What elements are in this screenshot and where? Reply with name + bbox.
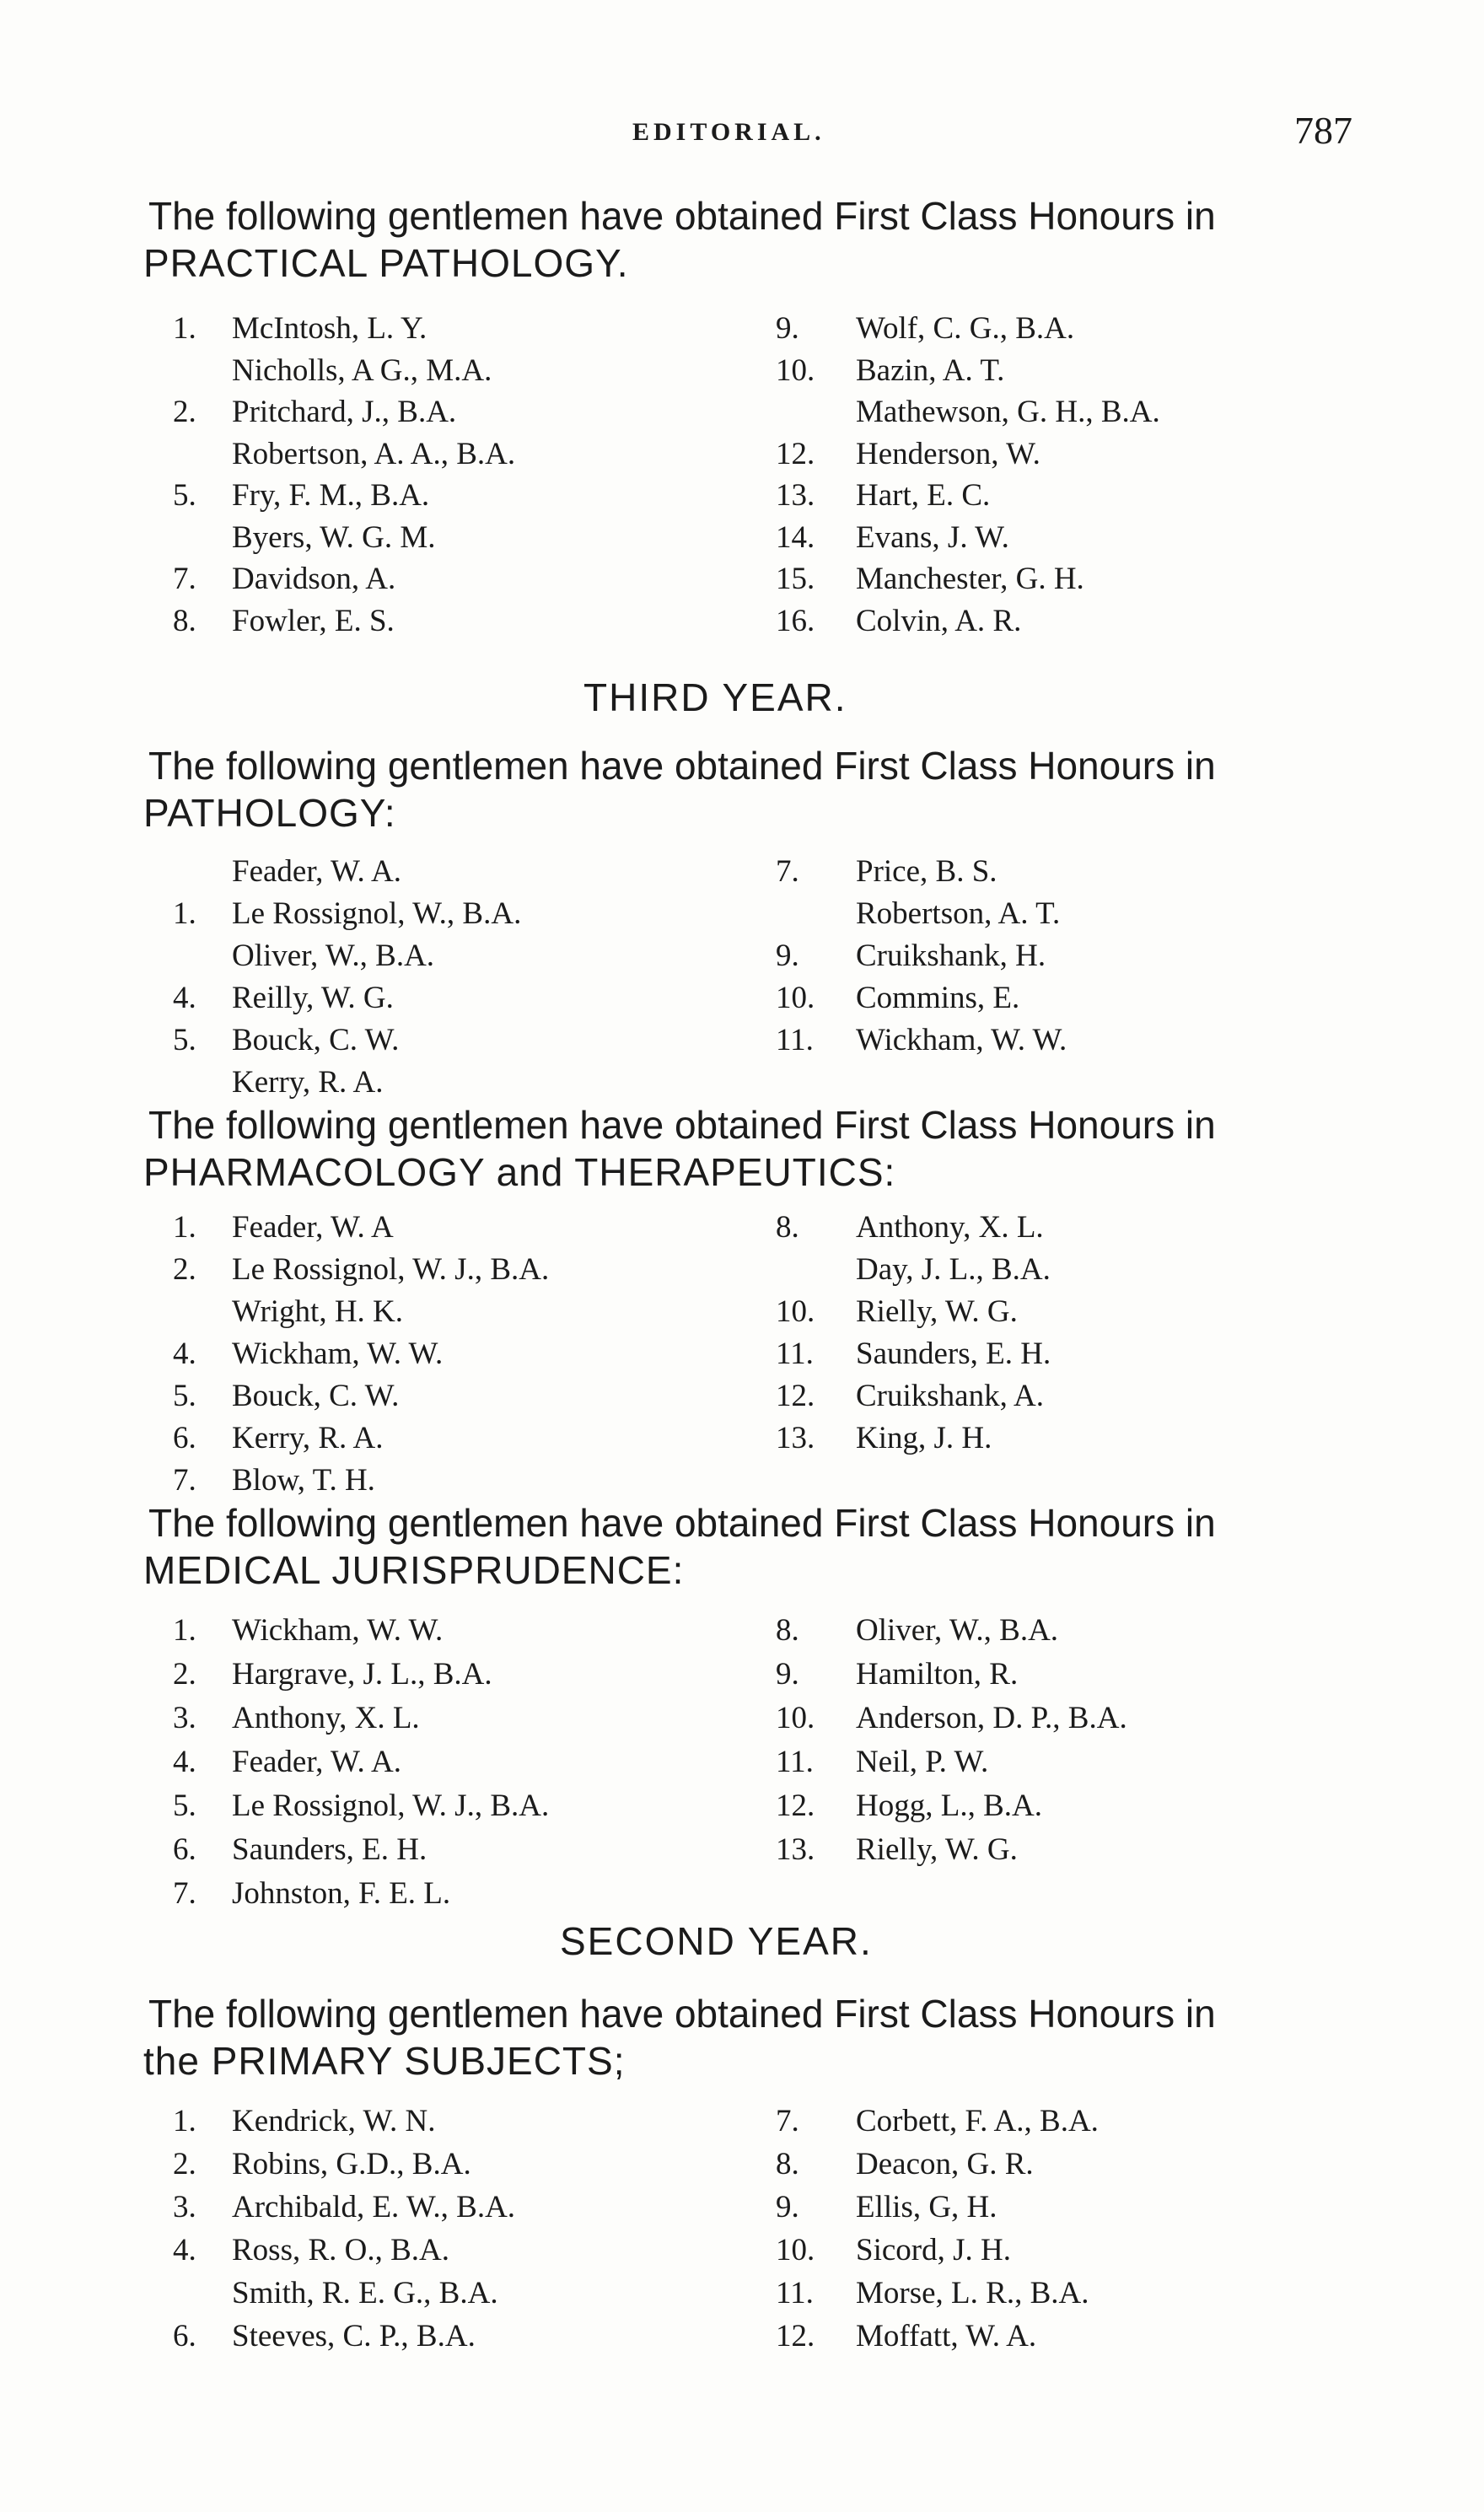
entry-rank: 6.: [173, 1832, 196, 1867]
entry-rank: 16.: [776, 604, 815, 638]
entry-name: Robertson, A. T.: [856, 896, 1061, 931]
entry-rank: 4.: [173, 981, 196, 1015]
entry-rank: 10.: [776, 353, 815, 388]
entry-name: Nicholls, A G., M.A.: [232, 353, 492, 388]
subject-heading: PHARMACOLOGY and THERAPEUTICS:: [143, 1150, 896, 1194]
entry-name: Wickham, W. W.: [232, 1613, 444, 1648]
entry-name: Mathewson, G. H., B.A.: [856, 395, 1160, 429]
entry-name: Saunders, E. H.: [232, 1832, 427, 1867]
entry-name: Byers, W. G. M.: [232, 520, 436, 555]
entry-name: Pritchard, J., B.A.: [232, 395, 457, 429]
entry-rank: 5.: [173, 1023, 196, 1057]
entry-rank: 2.: [173, 1252, 196, 1287]
entry-name: Oliver, W., B.A.: [232, 939, 435, 973]
entry-rank: 12.: [776, 437, 815, 471]
entry-rank: 13.: [776, 1421, 815, 1455]
entry-name: Colvin, A. R.: [856, 604, 1022, 638]
entry-name: Smith, R. E. G., B.A.: [232, 2276, 498, 2310]
entry-name: Wickham, W. W.: [232, 1337, 444, 1371]
entry-name: Johnston, F. E. L.: [232, 1876, 451, 1911]
entry-name: Cruikshank, H.: [856, 939, 1046, 973]
entry-name: Neil, P. W.: [856, 1745, 989, 1779]
entry-rank: 9.: [776, 311, 799, 346]
entry-name: Fry, F. M., B.A.: [232, 478, 430, 513]
running-header-title: EDITORIAL.: [632, 118, 825, 146]
entry-name: Rielly, W. G.: [856, 1294, 1018, 1329]
entry-name: Reilly, W. G.: [232, 981, 394, 1015]
entry-rank: 7.: [776, 854, 799, 889]
entry-name: Bouck, C. W.: [232, 1379, 400, 1413]
intro-line: The following gentlemen have obtained First Class Honours in: [148, 744, 1216, 788]
entry-rank: 2.: [173, 395, 196, 429]
entry-rank: 10.: [776, 1294, 815, 1329]
entry-name: Hargrave, J. L., B.A.: [232, 1657, 492, 1692]
entry-name: Hamilton, R.: [856, 1657, 1019, 1692]
entry-name: Anderson, D. P., B.A.: [856, 1701, 1127, 1735]
section-intro-pathology: [143, 742, 1371, 836]
entry-rank: 10.: [776, 1701, 815, 1735]
entry-rank: 4.: [173, 2233, 196, 2267]
entry-name: Le Rossignol, W., B.A.: [232, 896, 522, 931]
entry-rank: 2.: [173, 2147, 196, 2181]
entry-name: Le Rossignol, W. J., B.A.: [232, 1789, 550, 1823]
entry-name: Wright, H. K.: [232, 1294, 404, 1329]
entry-rank: 1.: [173, 1613, 196, 1648]
entry-name: King, J. H.: [856, 1421, 992, 1455]
entry-name: Deacon, G. R.: [856, 2147, 1034, 2181]
entry-rank: 12.: [776, 1789, 815, 1823]
intro-line: The following gentlemen have obtained First Class Honours in: [148, 1992, 1216, 2036]
entry-rank: 2.: [173, 1657, 196, 1692]
entry-name: Henderson, W.: [856, 437, 1040, 471]
entry-name: Evans, J. W.: [856, 520, 1009, 555]
entry-rank: 5.: [173, 1789, 196, 1823]
entry-rank: 5.: [173, 1379, 196, 1413]
entry-rank: 9.: [776, 1657, 799, 1692]
entry-name: Kerry, R. A.: [232, 1065, 384, 1100]
entry-name: Sicord, J. H.: [856, 2233, 1011, 2267]
entry-name: Feader, W. A.: [232, 854, 401, 889]
entry-name: Bouck, C. W.: [232, 1023, 400, 1057]
entry-rank: 6.: [173, 1421, 196, 1455]
entry-rank: 9.: [776, 2190, 799, 2224]
entry-rank: 8.: [173, 604, 196, 638]
entry-name: Davidson, A.: [232, 562, 396, 596]
entry-name: Manchester, G. H.: [856, 562, 1084, 596]
entry-name: Moffatt, W. A.: [856, 2319, 1037, 2353]
section-intro-pharmacology: [143, 1101, 1371, 1196]
entry-rank: 11.: [776, 1023, 814, 1057]
entry-rank: 13.: [776, 478, 815, 513]
entry-name: McIntosh, L. Y.: [232, 311, 427, 346]
entry-rank: 8.: [776, 1613, 799, 1648]
entry-rank: 11.: [776, 1337, 814, 1371]
entry-name: Feader, W. A.: [232, 1745, 401, 1779]
intro-line: The following gentlemen have obtained First Class Honours in: [148, 1501, 1216, 1545]
entry-rank: 4.: [173, 1745, 196, 1779]
entry-rank: 8.: [776, 2147, 799, 2181]
entry-rank: 11.: [776, 1745, 814, 1779]
page-number: 787: [1294, 109, 1352, 152]
entry-rank: 3.: [173, 2190, 196, 2224]
entry-name: Hart, E. C.: [856, 478, 991, 513]
entry-name: Le Rossignol, W. J., B.A.: [232, 1252, 550, 1287]
entry-rank: 9.: [776, 939, 799, 973]
entry-rank: 7.: [173, 562, 196, 596]
entry-rank: 6.: [173, 2319, 196, 2353]
entry-rank: 10.: [776, 981, 815, 1015]
entry-rank: 12.: [776, 1379, 815, 1413]
entry-name: Bazin, A. T.: [856, 353, 1005, 388]
entry-name: Saunders, E. H.: [856, 1337, 1051, 1371]
entry-rank: 10.: [776, 2233, 815, 2267]
entry-name: Anthony, X. L.: [232, 1701, 420, 1735]
entry-rank: 1.: [173, 2104, 196, 2138]
entry-name: Blow, T. H.: [232, 1463, 375, 1498]
subject-heading: PATHOLOGY:: [143, 791, 396, 835]
entry-rank: 5.: [173, 478, 196, 513]
entry-name: Wolf, C. G., B.A.: [856, 311, 1075, 346]
entry-rank: 12.: [776, 2319, 815, 2353]
entry-name: Anthony, X. L.: [856, 1210, 1044, 1245]
entry-rank: 1.: [173, 311, 196, 346]
entry-rank: 1.: [173, 896, 196, 931]
entry-rank: 7.: [173, 1876, 196, 1911]
entry-rank: 1.: [173, 1210, 196, 1245]
year-heading-third: THIRD YEAR.: [583, 675, 847, 719]
intro-line: The following gentlemen have obtained First Class Honours in: [148, 194, 1216, 238]
entry-name: Kerry, R. A.: [232, 1421, 384, 1455]
entry-rank: 13.: [776, 1832, 815, 1867]
entry-rank: 7.: [776, 2104, 799, 2138]
entry-name: Feader, W. A: [232, 1210, 394, 1245]
entry-name: Fowler, E. S.: [232, 604, 395, 638]
entry-name: Archibald, E. W., B.A.: [232, 2190, 516, 2224]
entry-name: Robertson, A. A., B.A.: [232, 437, 516, 471]
subject-heading: the PRIMARY SUBJECTS;: [143, 2039, 626, 2083]
section-intro-medical-jurisprudence: [143, 1499, 1371, 1594]
entry-name: Oliver, W., B.A.: [856, 1613, 1059, 1648]
entry-rank: 4.: [173, 1337, 196, 1371]
subject-heading: PRACTICAL PATHOLOGY.: [143, 241, 629, 285]
entry-name: Ellis, G, H.: [856, 2190, 997, 2224]
entry-rank: 7.: [173, 1463, 196, 1498]
year-heading-second: SECOND YEAR.: [560, 1919, 873, 1963]
entry-name: Commins, E.: [856, 981, 1020, 1015]
section-intro-practical-pathology: [143, 192, 1371, 287]
section-intro-primary-subjects: [143, 1990, 1371, 2084]
entry-rank: 15.: [776, 562, 815, 596]
entry-name: Corbett, F. A., B.A.: [856, 2104, 1099, 2138]
entry-rank: 8.: [776, 1210, 799, 1245]
entry-name: Rielly, W. G.: [856, 1832, 1018, 1867]
entry-rank: 3.: [173, 1701, 196, 1735]
entry-name: Cruikshank, A.: [856, 1379, 1045, 1413]
intro-line: The following gentlemen have obtained First Class Honours in: [148, 1103, 1216, 1147]
entry-name: Steeves, C. P., B.A.: [232, 2319, 476, 2353]
entry-name: Wickham, W. W.: [856, 1023, 1067, 1057]
entry-rank: 14.: [776, 520, 815, 555]
entry-name: Ross, R. O., B.A.: [232, 2233, 450, 2267]
entry-name: Day, J. L., B.A.: [856, 1252, 1051, 1287]
entry-name: Hogg, L., B.A.: [856, 1789, 1042, 1823]
entry-name: Kendrick, W. N.: [232, 2104, 436, 2138]
entry-rank: 11.: [776, 2276, 814, 2310]
subject-heading: MEDICAL JURISPRUDENCE:: [143, 1548, 685, 1592]
entry-name: Robins, G.D., B.A.: [232, 2147, 471, 2181]
entry-name: Morse, L. R., B.A.: [856, 2276, 1089, 2310]
entry-name: Price, B. S.: [856, 854, 997, 889]
